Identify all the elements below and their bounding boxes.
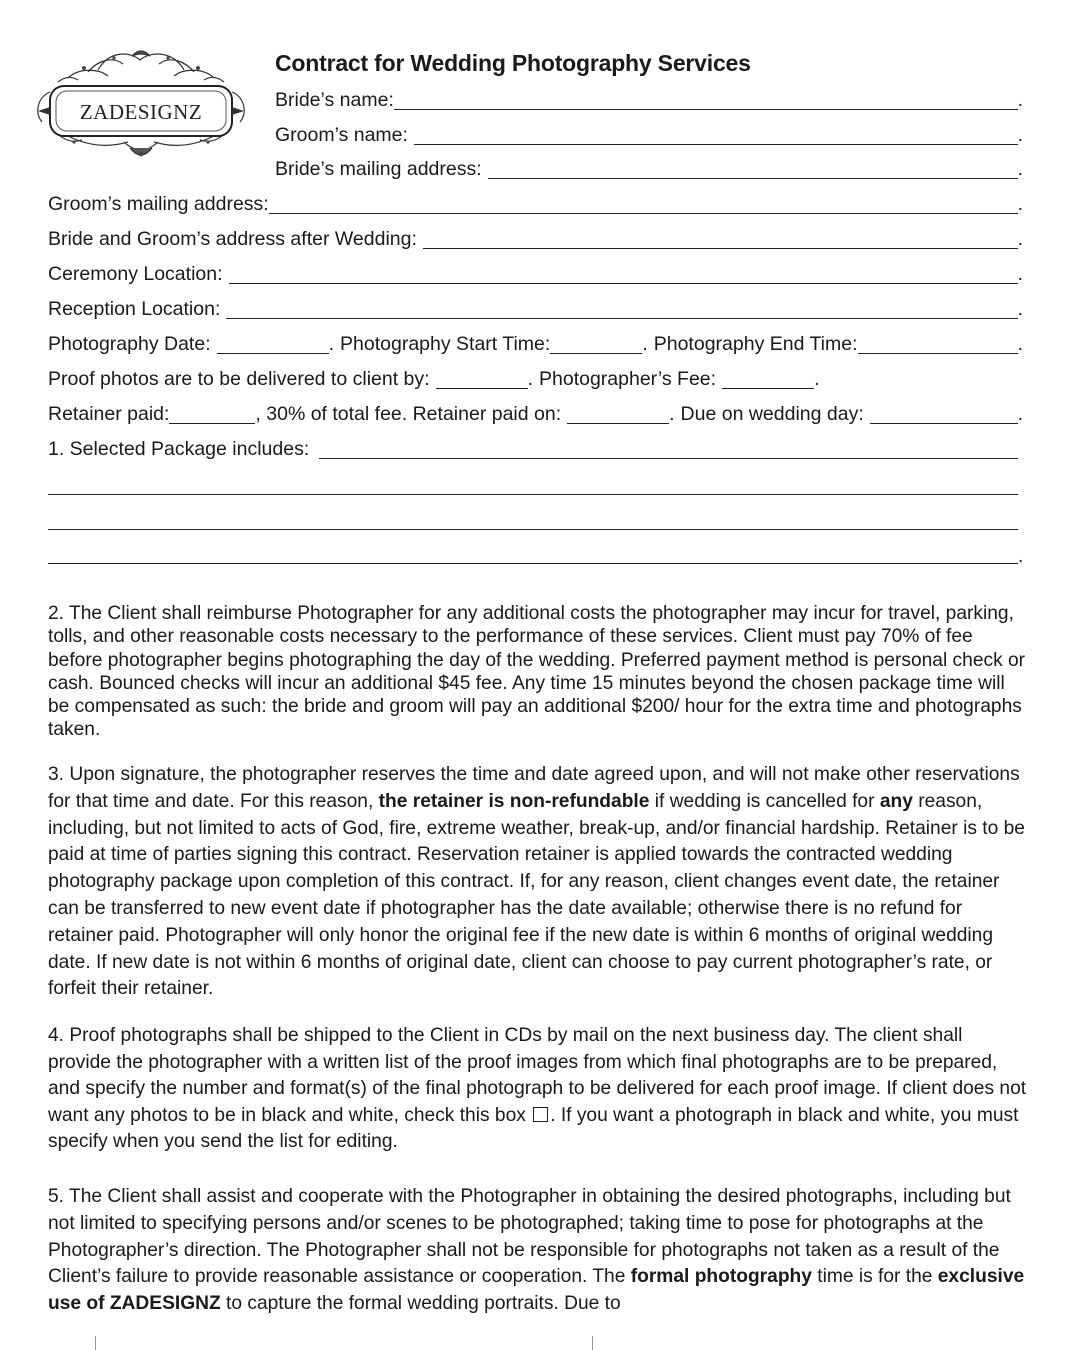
field-label: Due on wedding day:: [680, 403, 864, 425]
field-label: Bride and Groom’s address after Wedding:: [48, 228, 417, 250]
reception-location-field: [48, 297, 1023, 323]
clause-5-text: 5. The Client shall assist and cooperate with the Photographer in obtaining the desired photographs, including but not limited to specifying persons and/or scenes to be photographed; taking time to pose for photographs at the Photographer’s direction. The Photographer shall not be responsible for photographs not taken as a result of the Client’s failure to provide reasonable assistance or cooperation. The: [48, 1186, 1011, 1288]
field-label: Bride’s mailing address:: [275, 158, 482, 180]
clause-5-text: time is for the: [811, 1266, 938, 1288]
field-label: Groom’s mailing address:: [48, 193, 269, 215]
clause-5: [48, 1184, 1028, 1318]
period: .: [1017, 333, 1023, 355]
exclusive-use-emphasis: exclusive use of ZADESIGNZ: [48, 1266, 1025, 1315]
grooms-mailing-address-input-line[interactable]: [269, 213, 1018, 214]
retainer-paid-on-input-line[interactable]: [567, 423, 669, 424]
brides-name-input-line[interactable]: [394, 109, 1018, 110]
retainer-row: [48, 402, 1023, 428]
period: .: [1017, 228, 1023, 250]
photography-date-input-line[interactable]: [217, 353, 329, 354]
brides-mailing-address-field: [275, 157, 1023, 183]
page-margin-mark: [592, 1336, 593, 1350]
address-after-wedding-field: [48, 227, 1023, 253]
period: .: [1017, 124, 1023, 146]
field-label: Proof photos are to be delivered to client by:: [48, 368, 430, 390]
grooms-name-field: [275, 123, 1023, 149]
ceremony-location-field: [48, 262, 1023, 288]
photography-start-time-input-line[interactable]: [550, 353, 642, 354]
ceremony-location-input-line[interactable]: [229, 283, 1018, 284]
period: .: [1017, 193, 1023, 215]
clause-2: 2. The Client shall reimburse Photographer for any additional costs the photographer may incur for travel, parking, tolls, and other reasonable costs necessary to the performance of these services. Client must pay 70% of fee before photographer begins photographing the day of the wedding. Preferred payment method is personal check or cash. Bounced checks will incur an additional $45 fee. Any time 15 minutes beyond the chosen package time will be compensated as such: the bride and groom will pay an additional $200/ hour for the extra time and photographs taken.: [48, 603, 1026, 741]
selected-package-line-4[interactable]: [48, 563, 1018, 564]
period: .: [1017, 89, 1023, 111]
contract-title: Contract for Wedding Photography Services: [275, 50, 751, 76]
field-label: Groom’s name:: [275, 124, 408, 146]
brides-name-field: [275, 88, 1023, 114]
grooms-name-input-line[interactable]: [414, 144, 1018, 145]
retainer-non-refundable-emphasis: the retainer is non-refundable: [378, 790, 650, 812]
period: .: [1017, 403, 1023, 425]
field-label: , 30% of total fee. Retainer paid on:: [255, 403, 562, 425]
clause-5-text: to capture the formal wedding portraits. Due to: [220, 1293, 621, 1315]
clause-4-text: . If you want a photograph in black and white, you must specify when you send the list for editing.: [48, 1104, 1019, 1152]
proof-delivery-fee-row: [48, 367, 868, 393]
field-label: Retainer paid:: [48, 403, 170, 425]
photography-date-time-row: [48, 332, 1023, 358]
photography-end-time-input-line[interactable]: [858, 353, 1018, 354]
selected-package-field: [48, 437, 1018, 463]
field-label: Reception Location:: [48, 298, 221, 320]
field-label: 1. Selected Package includes:: [48, 438, 310, 460]
photographer-fee-input-line[interactable]: [722, 388, 814, 389]
period: .: [814, 368, 820, 390]
address-after-wedding-input-line[interactable]: [423, 248, 1018, 249]
zadesignz-logo: [28, 42, 254, 166]
brides-mailing-address-input-line[interactable]: [488, 178, 1018, 179]
logo-text: ZADESIGNZ: [79, 100, 203, 124]
selected-package-line-3[interactable]: [48, 529, 1018, 530]
period: .: [527, 368, 533, 390]
clause-3-text: reason, including, but not limited to acts of God, fire, extreme weather, break-up, and/or financial hardship. Retainer is to be paid at time of parties signing this contract. Reservation retainer is applied towards the contracted wedding photography package upon completion of this contract. If, for any reason, client changes event date, the retainer can be transferred to new event date if photographer has the date available; otherwise there is no refund for retainer paid. Photographer will only honor the original fee if the new date is within 6 months of original wedding date. If new date is not within 6 months of original date, client can choose to pay current photographer’s rate, or forfeit their retainer.: [48, 790, 1025, 1000]
period: .: [1017, 158, 1023, 180]
checkbox-icon[interactable]: [533, 1107, 548, 1122]
period: .: [1018, 546, 1024, 567]
clause-4-text: 4. Proof photographs shall be shipped to the Client in CDs by mail on the next business day. The client shall provide the photographer with a written list of the proof images from which final photographs are to be prepared, and specify the number and format(s) of the final photograph to be delivered for each proof image. If client does not want any photos to be in black and white, check this box: [48, 1025, 1027, 1126]
clause-4: [48, 1023, 1028, 1156]
clause-3-text: 3. Upon signature, the photographer reserves the time and date agreed upon, and will not make other reservations for that time and date. For this reason,: [48, 764, 1020, 812]
period: .: [642, 333, 648, 355]
field-label: Photography Start Time:: [340, 333, 551, 355]
grooms-mailing-address-field: [48, 192, 1023, 218]
field-label: Photography Date:: [48, 333, 211, 355]
selected-package-line-2[interactable]: [48, 494, 1018, 495]
field-label: Photography End Time:: [653, 333, 858, 355]
selected-package-input-line[interactable]: [319, 458, 1018, 459]
any-emphasis: any: [879, 790, 913, 812]
retainer-paid-input-line[interactable]: [169, 423, 255, 424]
period: .: [669, 403, 675, 425]
period: .: [328, 333, 335, 355]
reception-location-input-line[interactable]: [226, 318, 1017, 319]
due-on-wedding-day-input-line[interactable]: [870, 423, 1018, 424]
clause-3: [48, 762, 1028, 1003]
field-label: Bride’s name:: [275, 89, 394, 111]
clause-3-text: if wedding is cancelled for: [649, 790, 880, 812]
period: .: [1017, 263, 1023, 285]
period: .: [1017, 298, 1023, 320]
field-label: Photographer’s Fee:: [539, 368, 717, 390]
proof-delivery-input-line[interactable]: [436, 388, 528, 389]
field-label: Ceremony Location:: [48, 263, 223, 285]
page-margin-mark: [95, 1336, 96, 1350]
formal-photography-emphasis: formal photography: [630, 1266, 812, 1288]
